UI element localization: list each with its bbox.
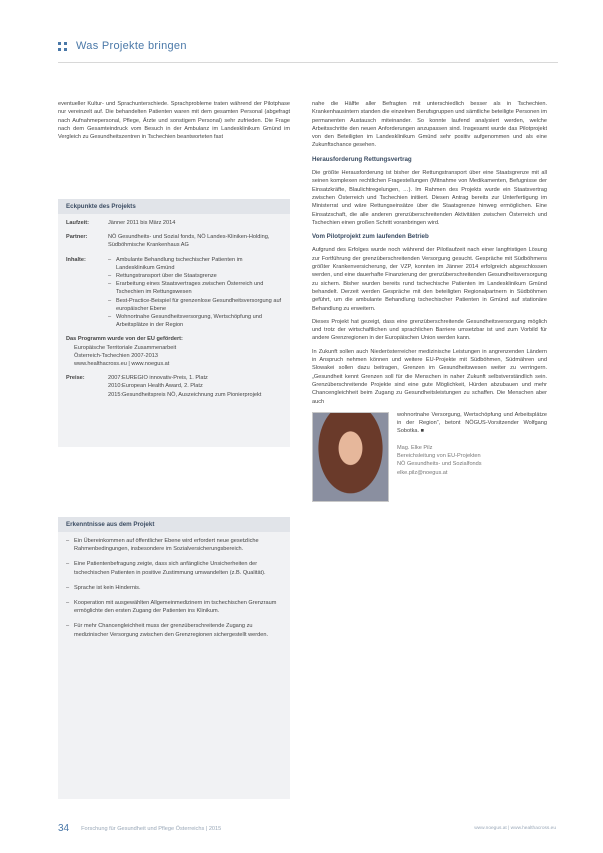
erkenntnisse-list bbox=[66, 537, 282, 639]
right-column bbox=[312, 100, 547, 502]
heading-rettungsvertrag: Herausforderung Rettungsvertrag bbox=[312, 155, 412, 163]
project-result-paragraph: Dieses Projekt hat gezeigt, dass eine grenzüberschreitende Gesundheitsversorgung möglich und trotz der wirtschaftlichen und sprachlichen Barriere umsetzbar ist und zum Vorbild für andere Grenzregionen in der Europäischen Union werden kann. bbox=[312, 318, 547, 342]
list-item: – Sprache ist kein Hindernis. bbox=[66, 584, 282, 592]
inhalte-list bbox=[108, 256, 282, 330]
betrieb-paragraph: Aufgrund des Erfolges wurde noch während der Pilotlaufzeit nach einer langfristigen Lösung zur Fortführung der grenzüberschreitenden Versorgung gesucht. Gespräche mit Südböhmens größter Krankenversicherung, der VZP, konnten im Jänner 2014 erfolgreich abgeschlossen werden, und eine dauerhafte Finanzierung der grenzüberschreitenden Gesundheitsversorgung zu sichern. Bisher wurden bereits rund tschechische Patienten im Landesklinikum Gmünd behandelt. Derzeit werden Gespräche mit den beteiligten Regionalpartnern in Südböhmen geführt, um die ambulante Behandlung tschechischer Patienten in Gmünd auf stationäre Behandlung zu erweitern. bbox=[312, 247, 547, 312]
list-item: – Eine Patientenbefragung zeigte, dass sich anfängliche Unsicherheiten der tschechischen Patienten in positive Zustimmung umwandelten (z.B. Qualität). bbox=[66, 560, 282, 576]
section-title: Was Projekte bringen bbox=[76, 40, 187, 52]
section-header bbox=[58, 40, 187, 52]
list-item: – Best-Practice-Beispiel für grenzenlose Gesundheitsversorgung auf europäischer Ebene bbox=[108, 297, 282, 313]
grid-dots-icon bbox=[58, 42, 67, 51]
footer-links: www.noegus.at | www.healthacross.eu bbox=[474, 826, 556, 831]
eckpunkte-box bbox=[58, 199, 290, 447]
footer-text: Forschung für Gesundheit und Pflege Österreichs | 2015 bbox=[81, 825, 222, 832]
list-item: – Rettungstransport über die Staatsgrenze bbox=[108, 272, 282, 280]
eckpunkte-title: Eckpunkte des Projekts bbox=[58, 199, 290, 214]
list-item: – Für mehr Chancengleichheit muss der grenzüberschreitende Zugang zu medizinischer Versorgung zwischen den Grenzregionen sichergestellt werden. bbox=[66, 622, 282, 638]
preise-list: 2007:EUREGIO innovativ-Preis, 1. Platz 2010:European Health Award, 2. Platz 2015:Gesundheitspreis NÖ, Auszeichnung zum Pionierprojekt bbox=[108, 375, 262, 398]
list-item: – Erarbeitung eines Staatsvertrages zwischen Österreich und Tschechien im Rettungswesen bbox=[108, 280, 282, 296]
erkenntnisse-title: Erkenntnisse aus dem Projekt bbox=[58, 517, 290, 532]
heading-laufender-betrieb: Vom Pilotprojekt zum laufenden Betrieb bbox=[312, 233, 429, 241]
laufzeit-value: Jänner 2011 bis März 2014 bbox=[108, 220, 176, 226]
inhalte-row: Inhalte: – Ambulante Behandlung tschechischer Patienten im Landesklinikum Gmünd – Rettungstransport über die Staatsgrenze – Erarbeitung eines Staatsvertrages zwischen Österreich und Tschechien im Rettungswesen – Best-Practice-Beispiel für grenzenlose Gesundheitsversorgung auf europäischer Ebene – Wohnortnahe Gesundheitsversorgung, Wertschöpfung und Arbeitsplätze in der Region bbox=[66, 256, 282, 330]
future-paragraph: In Zukunft sollen auch Niederösterreicher medizinische Leistungen in angrenzenden Ländern in Anspruch nehmen können und weitere EU-Projekte mit Südböhmen, Südmähren und Slowakei sollen dazu beitragen, Grenzen im Gesundheitswesen weiter zu verringern. „Gesundheit kennt Grenzen soll für die Menschen in naher Zukunft selbstverständlich sein. Grenzüberschreitende Projekte sind eine gute Möglichkeit, Hürden abzubauen und mehr Chancengleichheit beim Zugang zu Gesundheitsleistungen zu schaffen. Die Menschen aber auch bbox=[312, 348, 547, 405]
author-photo bbox=[312, 412, 389, 502]
left-column bbox=[58, 100, 290, 146]
partner-value: NÖ Gesundheits- und Sozial fonds, NÖ Landes-Kliniken-Holding, Südböhmische Krankenhaus AG bbox=[108, 234, 270, 249]
list-item: – Kooperation mit ausgewählten Allgemeinmedizinern im tschechischen Grenzraum ermöglichte den ersten Zugang der Patienten ins Klinikum. bbox=[66, 599, 282, 615]
list-item: – Ambulante Behandlung tschechischer Patienten im Landesklinikum Gmünd bbox=[108, 256, 282, 272]
left-intro-paragraph: eventueller Kultur- und Sprachunterschiede. Sprachprobleme traten während der Pilotphase nur vereinzelt auf. Die behandelten Patienten waren mit dem gesamten Personal (abgefragt nach Aufnahmepersonal, Pflege, Ärzte und sonstigem Personal) sehr zufrieden. Die Frage nach dem Gesamteindruck vom Besuch in der Ambulanz im Landesklinikum Gmünd im Vergleich zu Gesundheitszentren in Tschechien beantworteten fast bbox=[58, 101, 290, 141]
laufzeit-row: Laufzeit: Jänner 2011 bis März 2014 bbox=[66, 219, 282, 227]
header-divider bbox=[58, 62, 558, 63]
list-item: – Ein Übereinkommen auf öffentlicher Ebene wird erfordert neue gesetzliche Rahmenbedingungen, insbesondere im Sozialversicherungsbereich. bbox=[66, 537, 282, 553]
author-block bbox=[312, 411, 547, 502]
closing-paragraph: wohnortnahe Versorgung, Wertschöpfung und Arbeitsplätze in der Region“, betont NÖGUS-Vorsitzender Wolfgang Sobotka. ■ bbox=[397, 411, 547, 435]
page-footer bbox=[58, 823, 556, 834]
programm-title: Das Programm wurde von der EU gefördert: bbox=[66, 336, 183, 343]
erkenntnisse-box bbox=[58, 517, 290, 799]
programm-lines: Europäische Territoriale Zusammenarbeit Österreich-Tschechien 2007-2013 www.healthacross.eu | www.noegus.at bbox=[74, 344, 177, 368]
right-intro-paragraph: nahe die Hälfte aller Befragten mit unterschiedlich besser als in Tschechien. Krankenhausintern standen die einzelnen Berufsgruppen und sämtliche beteiligte Personen im permanenten Austausch miteinander. So konnte laufend analysiert werden, welche Arbeitsschritte den neuen Anforderungen anzupassen sind. Insgesamt wurde das Pilotprojekt von den Beteiligten im Landesklinikum Gmünd sehr positiv aufgenommen und als eine Zukunftschance gesehen. bbox=[312, 101, 547, 149]
list-item: – Wohnortnahe Gesundheitsversorgung, Wertschöpfung und Arbeitsplätze in der Region bbox=[108, 313, 282, 329]
page-number: 34 bbox=[58, 823, 70, 834]
rettungsvertrag-paragraph: Die größte Herausforderung ist bisher der Rettungstransport über eine Staatsgrenze mit all seinen komplexen rechtlichen Fragestellungen (Mitnahme von Medikamenten, Befugnisse der Einsatzkräfte, Blaulichtregelungen, …). Im Rahmen des Projekts wurde ein Staatsvertrag zwischen Österreich und Tschechien initiiert. Diesen Antrag bereits zur Unterfertigung im Ministerrat und wäre Rettungseinsätze über die Staatsgrenze hinweg ermöglichen. Eine Einsatzschaft, die alle anderen grenzüberschreitenden Aktivitäten zwischen Österreich und Tschechien einen großen Schritt voranbringen wird. bbox=[312, 170, 547, 226]
partner-row: Partner: NÖ Gesundheits- und Sozial fonds, NÖ Landes-Kliniken-Holding, Südböhmische Krankenhaus AG bbox=[66, 233, 282, 249]
author-caption: Mag. Elke Pilz Bereichsleitung von EU-Projekten NÖ Gesundheits- und Sozialfonds elke.pilz@noegus.at bbox=[397, 444, 482, 476]
preise-row: Preise: 2007:EUREGIO innovativ-Preis, 1. Platz 2010:European Health Award, 2. Platz 2015:Gesundheitspreis NÖ, Auszeichnung zum Pionierprojekt bbox=[66, 374, 282, 399]
